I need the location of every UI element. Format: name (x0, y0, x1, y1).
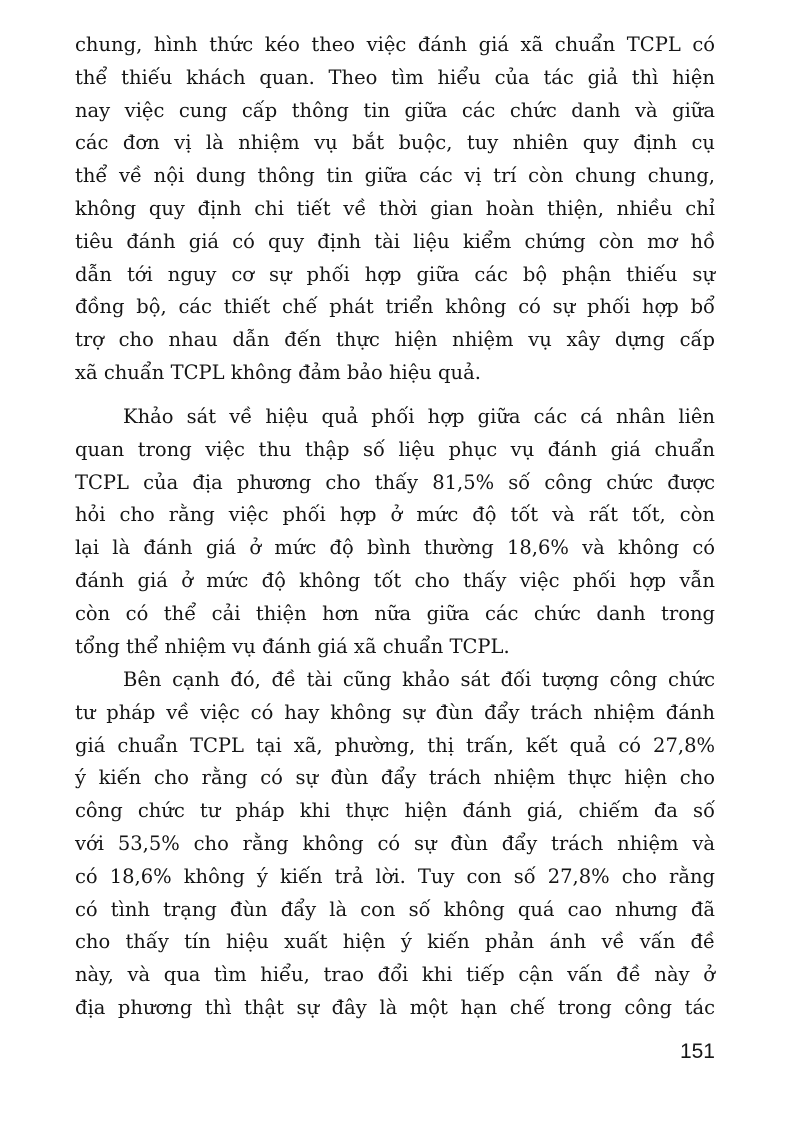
text-line: ý kiến cho rằng có sự đùn đẩy trách nhiệm thực hiện cho (75, 766, 715, 790)
paragraph-1 (75, 29, 715, 390)
text-line: thể về nội dung thông tin giữa các vị trí còn chung chung, (75, 164, 715, 188)
paragraph-3 (75, 664, 715, 1025)
text-line: xã chuẩn TCPL không đảm bảo hiệu quả. (75, 360, 481, 384)
text-line: tổng thể nhiệm vụ đánh giá xã chuẩn TCPL. (75, 634, 510, 658)
text-line: đồng bộ, các thiết chế phát triển không có sự phối hợp bổ (75, 295, 715, 319)
text-line: còn có thể cải thiện hơn nữa giữa các chức danh trong (75, 601, 715, 625)
text-line: Khảo sát về hiệu quả phối hợp giữa các cá nhân liên (123, 405, 715, 428)
text-line: hỏi cho rằng việc phối hợp ở mức độ tốt và rất tốt, còn (75, 503, 715, 527)
text-line: có 18,6% không ý kiến trả lời. Tuy con số 27,8% cho rằng (75, 864, 715, 888)
text-line: lại là đánh giá ở mức độ bình thường 18,6% và không có (75, 536, 715, 560)
text-line: tư pháp về việc có hay không sự đùn đẩy trách nhiệm đánh (75, 700, 715, 724)
text-line: Bên cạnh đó, đề tài cũng khảo sát đối tượng công chức (123, 668, 715, 691)
text-line: có tình trạng đùn đẩy là con số không quá cao nhưng đã (75, 897, 715, 921)
text-line: thể thiếu khách quan. Theo tìm hiểu của tác giả thì hiện (75, 65, 715, 89)
text-line: nay việc cung cấp thông tin giữa các chức danh và giữa (75, 98, 715, 122)
text-line: TCPL của địa phương cho thấy 81,5% số công chức được (75, 470, 715, 494)
text-line: với 53,5% cho rằng không có sự đùn đẩy trách nhiệm và (75, 831, 715, 855)
text-line: địa phương thì thật sự đây là một hạn chế trong công tác (75, 995, 715, 1019)
text-line: các đơn vị là nhiệm vụ bắt buộc, tuy nhiên quy định cụ (75, 131, 715, 155)
text-line: công chức tư pháp khi thực hiện đánh giá, chiếm đa số (75, 799, 715, 823)
text-line: trợ cho nhau dẫn đến thực hiện nhiệm vụ xây dựng cấp (75, 328, 715, 352)
text-line: tiêu đánh giá có quy định tài liệu kiểm chứng còn mơ hồ (75, 229, 715, 253)
text-line: này, và qua tìm hiểu, trao đổi khi tiếp cận vấn đề này ở (75, 963, 715, 987)
page-number: 151 (679, 1040, 715, 1063)
paragraph-2 (75, 401, 715, 663)
text-line: giá chuẩn TCPL tại xã, phường, thị trấn, kết quả có 27,8% (75, 733, 715, 757)
text-line: không quy định chi tiết về thời gian hoàn thiện, nhiều chỉ (75, 196, 715, 220)
text-line: quan trong việc thu thập số liệu phục vụ đánh giá chuẩn (75, 437, 715, 461)
text-line: cho thấy tín hiệu xuất hiện ý kiến phản ánh về vấn đề (75, 930, 715, 954)
text-line: chung, hình thức kéo theo việc đánh giá xã chuẩn TCPL có (75, 33, 715, 56)
text-line: dẫn tới nguy cơ sự phối hợp giữa các bộ phận thiếu sự (75, 262, 715, 286)
text-line: đánh giá ở mức độ không tốt cho thấy việc phối hợp vẫn (75, 568, 715, 592)
